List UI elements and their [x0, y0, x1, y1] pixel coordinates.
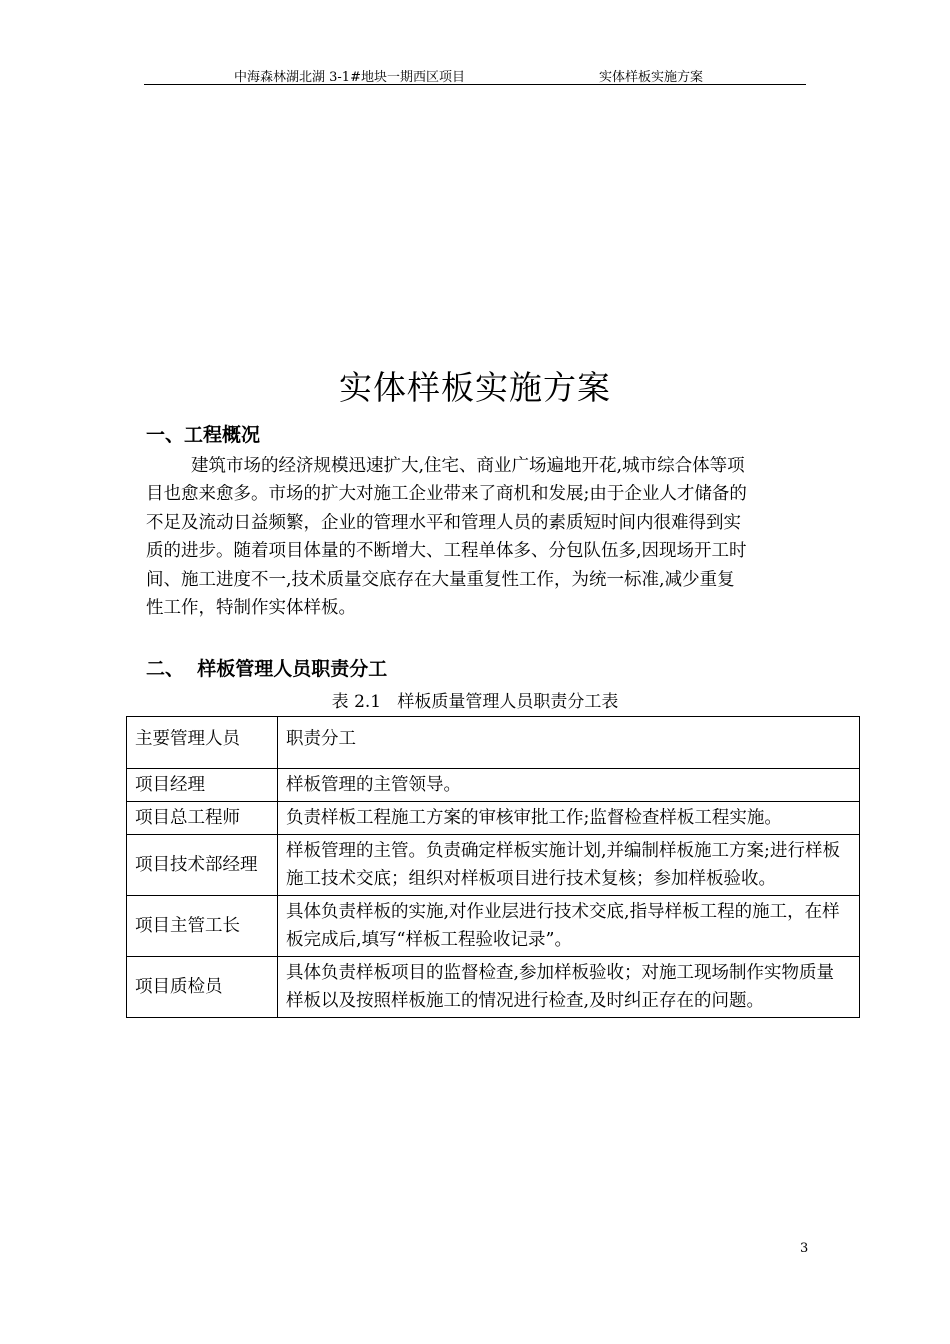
paragraph-line: 建筑市场的经济规模迅速扩大,住宅、商业广场遍地开花,城市综合体等项: [191, 456, 745, 476]
header-project-name: 中海森林湖北湖 3-1#地块一期西区项目: [234, 70, 465, 85]
role-cell: 项目技术部经理: [127, 835, 278, 896]
duty-cell: 样板管理的主管。负责确定样板实施计划,并编制样板施工方案;进行样板施工技术交底；组织对样板项目进行技术复核；参加样板验收。: [278, 835, 860, 896]
table-header-row: [127, 717, 860, 769]
paragraph-line: 性工作，特制作实体样板。: [146, 598, 356, 619]
section-1-heading: 一、工程概况: [146, 424, 261, 446]
duty-cell: 负责样板工程施工方案的审核审批工作;监督检查样板工程实施。: [278, 802, 860, 835]
duty-table: [126, 716, 860, 1018]
document-title: 实体样板实施方案: [339, 368, 611, 407]
table-header-cell: 主要管理人员: [127, 717, 278, 769]
table-row: [127, 835, 860, 896]
paragraph-line: 目也愈来愈多。市场的扩大对施工企业带来了商机和发展;由于企业人才储备的: [146, 484, 747, 505]
role-cell: 项目主管工长: [127, 896, 278, 957]
page-header: [144, 62, 806, 85]
table-caption: 表 2.1 样板质量管理人员职责分工表: [331, 692, 619, 712]
header-doc-name: 实体样板实施方案: [599, 70, 704, 85]
role-cell: 项目质检员: [127, 957, 278, 1018]
table-row: [127, 957, 860, 1018]
paragraph-line: 间、施工进度不一,技术质量交底存在大量重复性工作，为统一标准,减少重复: [146, 569, 735, 590]
table-header-cell: 职责分工: [278, 717, 860, 769]
section-1-paragraph: [146, 452, 808, 622]
page-number: 3: [800, 1241, 809, 1256]
duty-cell: 具体负责样板项目的监督检查,参加样板验收；对施工现场制作实物质量样板以及按照样板施工的情况进行检查,及时纠正存在的问题。: [278, 957, 860, 1018]
duty-cell: 具体负责样板的实施,对作业层进行技术交底,指导样板工程的施工，在样板完成后,填写“样板工程验收记录”。: [278, 896, 860, 957]
section-2-heading: 二、 样板管理人员职责分工: [146, 658, 388, 680]
paragraph-line: 不足及流动日益频繁，企业的管理水平和管理人员的素质短时间内很难得到实: [146, 512, 741, 533]
table-row: [127, 802, 860, 835]
role-cell: 项目总工程师: [127, 802, 278, 835]
table-row: [127, 769, 860, 802]
paragraph-line: 质的进步。随着项目体量的不断增大、工程单体多、分包队伍多,因现场开工时: [146, 541, 747, 562]
table-row: [127, 896, 860, 957]
duty-cell: 样板管理的主管领导。: [278, 769, 860, 802]
role-cell: 项目经理: [127, 769, 278, 802]
